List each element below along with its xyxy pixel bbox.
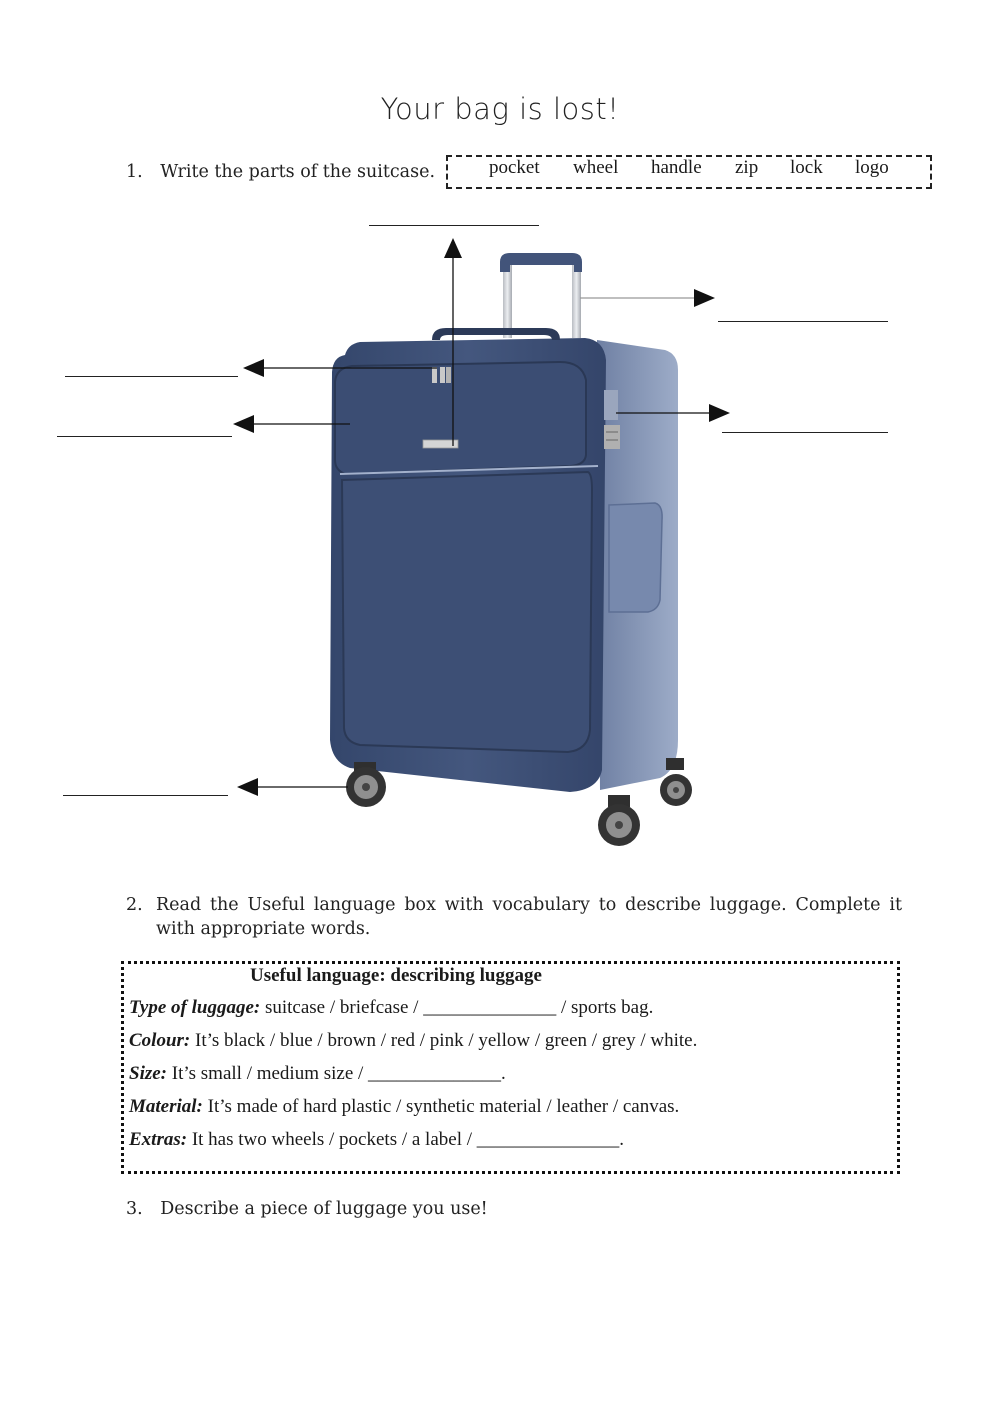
question-1-number: 1. [126,162,143,182]
word-bank-item: logo [855,157,889,178]
question-2-number: 2. [126,895,143,915]
line-text: suitcase / briefcase / ______________ / sports bag. [264,997,654,1018]
line-label: Type of luggage: [129,997,261,1018]
line-label: Size: [129,1063,167,1084]
useful-language-line [129,1129,624,1151]
word-bank-item: wheel [573,157,619,178]
useful-language-line [129,1063,506,1085]
useful-language-line [129,997,653,1019]
line-text: It’s black / blue / brown / red / pink / yellow / green / grey / white. [195,1030,698,1051]
line-label: Material: [129,1096,203,1117]
question-1-text: Write the parts of the suitcase. [160,162,436,182]
worksheet-title: Your bag is lost! [380,92,620,126]
question-3-text: Describe a piece of luggage you use! [160,1199,488,1219]
line-text: It’s made of hard plastic / synthetic material / leather / canvas. [207,1096,680,1117]
useful-language-line [129,1030,697,1052]
word-bank-item: lock [790,157,823,178]
useful-language-heading: Useful language: describing luggage [250,965,542,986]
lock [604,390,620,449]
useful-language-line [129,1096,679,1118]
question-2-text: Read the Useful language box with vocabulary to describe luggage. Complete it with appropriate words. [156,895,902,939]
question-3-number: 3. [126,1199,143,1219]
telescopic-handle [500,253,582,338]
word-bank-item: zip [735,157,759,178]
zip-pullers [432,367,451,383]
question-3 [126,1199,488,1219]
word-bank-item: handle [651,157,702,178]
line-text: It has two wheels / pockets / a label / _______________. [191,1129,625,1150]
line-label: Colour: [129,1030,191,1051]
word-bank-item: pocket [489,157,540,178]
line-text: It’s small / medium size / ______________. [171,1063,506,1084]
line-label: Extras: [129,1129,188,1150]
